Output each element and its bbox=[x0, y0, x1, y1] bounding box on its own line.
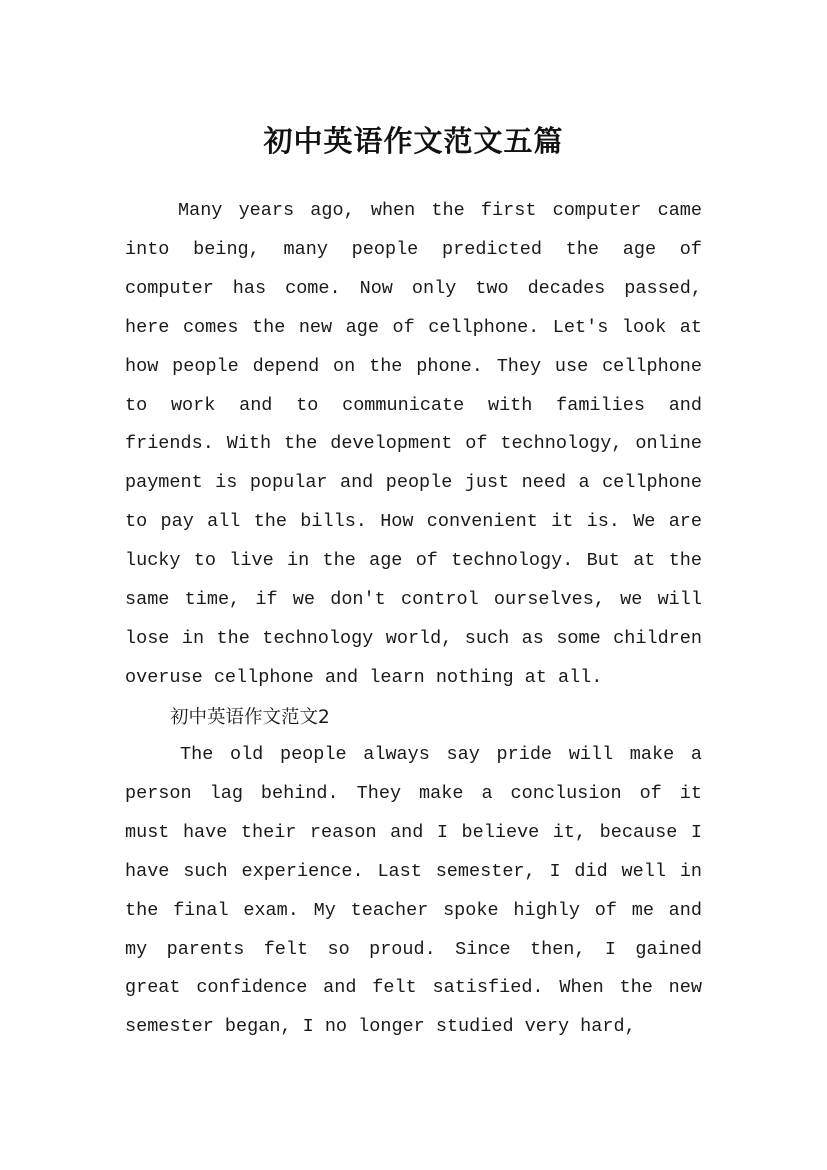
document-title: 初中英语作文范文五篇 bbox=[263, 124, 564, 159]
essay-1-paragraph: Many years ago, when the first computer came into being, many people predicted the age of computer has come. Now only two decades passed, here comes the new age of cellphone. Let's look at how people depend on the phone. They use cellphone to work and to communicate with families and friends. With the development of technology, online payment is popular and people just need a cellphone to pay all the bills. How convenient it is. We are lucky to live in the age of technology. But at the same time, if we don't control ourselves, we will lose in the technology world, such as some children overuse cellphone and learn nothing at all. bbox=[125, 200, 702, 688]
essay-2-heading: 初中英语作文范文2 bbox=[170, 707, 330, 728]
essay-2-paragraph: The old people always say pride will make a person lag behind. They make a conclusion of it must have their reason and I believe it, because I have such experience. Last semester, I did well in the final exam. My teacher spoke highly of me and my parents felt so proud. Since then, I gained great confidence and felt satisfied. When the new semester began, I no longer studied very hard, bbox=[125, 744, 702, 1038]
